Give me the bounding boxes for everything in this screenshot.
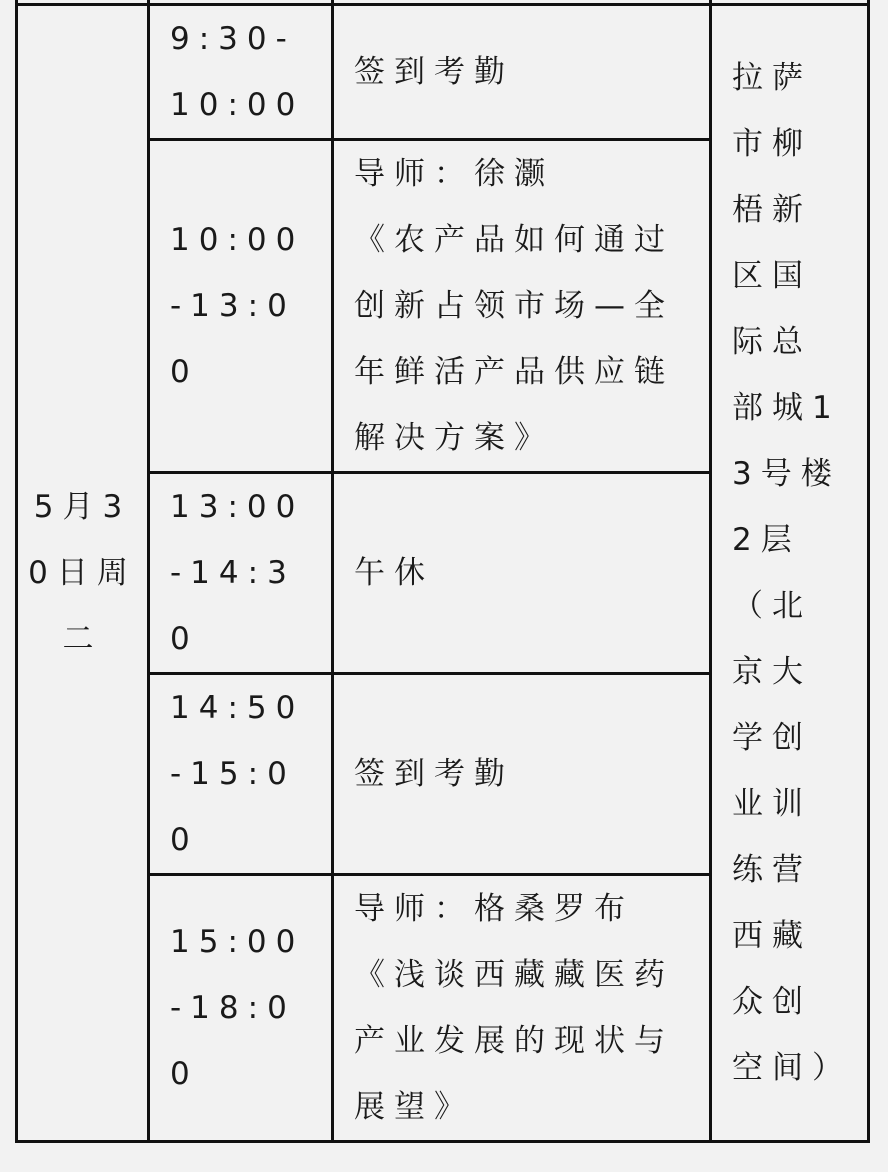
session-time: 15:00-18:00 (149, 875, 333, 1142)
session-topic-line: 午休 (354, 555, 434, 591)
session-topic (333, 473, 711, 674)
session-title: 《农产品如何通过创新占领市场—全年鲜活产品供应链解决方案》 (354, 222, 674, 456)
session-topic (333, 140, 711, 473)
date-cell: 5月30日周二 (17, 5, 149, 1142)
session-time: 14:50-15:00 (149, 674, 333, 875)
schedule-table (15, 0, 870, 1143)
session-topic-line: 签到考勤 (354, 756, 514, 792)
session-tutor: 导师：徐灏 (354, 156, 554, 192)
session-topic (333, 5, 711, 140)
table-row (17, 5, 869, 140)
session-time: 9:30-10:00 (149, 5, 333, 140)
session-topic-line: 签到考勤 (354, 54, 514, 90)
session-time: 13:00-14:30 (149, 473, 333, 674)
session-topic (333, 674, 711, 875)
session-tutor: 导师：格桑罗布 (354, 891, 634, 927)
location-cell: 拉萨市柳梧新区国际总部城13号楼2层（北京大学创业训练营西藏众创空间） (711, 5, 869, 1142)
session-topic (333, 875, 711, 1142)
session-title: 《浅谈西藏藏医药产业发展的现状与展望》 (354, 957, 674, 1125)
session-time: 10:00-13:00 (149, 140, 333, 473)
